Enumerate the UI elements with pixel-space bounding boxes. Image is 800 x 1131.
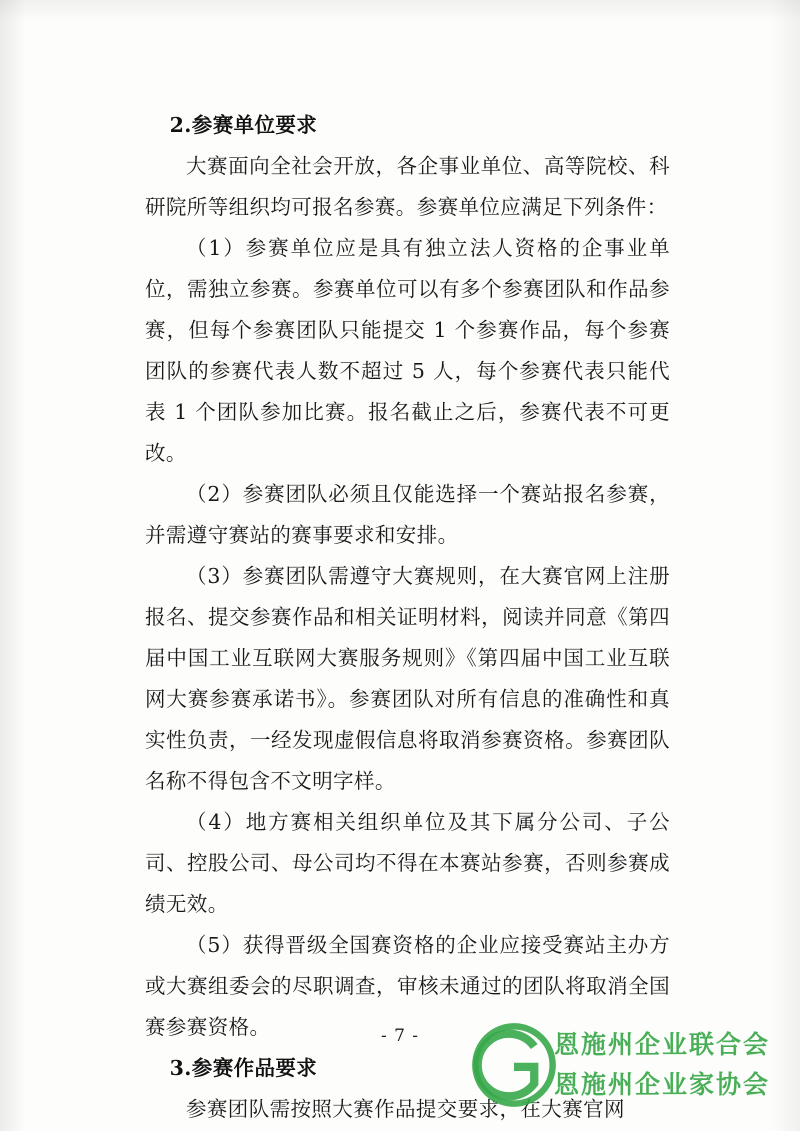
watermark-line-1: 恩施州企业联合会 — [554, 1030, 771, 1059]
watermark-line-2: 恩施州企业家协会 — [554, 1070, 771, 1099]
scan-shadow-left — [0, 0, 26, 1131]
paragraph-item-1: （1）参赛单位应是具有独立法人资格的企事业单位，需独立参赛。参赛单位可以有多个参赛团队和作品参赛，但每个参赛团队只能提交 1 个参赛作品，每个参赛团队的参赛代表人数不超过 5 人，每个参赛代表只能代表 1 个团队参加比赛。报名截止之后，参赛代表不可更改。 — [145, 236, 670, 465]
scan-shadow-top — [0, 0, 800, 22]
paragraph-item-2: （2）参赛团队必须且仅能选择一个赛站报名参赛，并需遵守赛站的赛事要求和安排。 — [145, 482, 670, 547]
document-body — [145, 105, 670, 1130]
section-heading-3: 3.参赛作品要求 — [169, 1056, 318, 1080]
paragraph-item-3: （3）参赛团队需遵守大赛规则，在大赛官网上注册报名、提交参赛作品和相关证明材料，阅读并同意《第四届中国工业互联网大赛服务规则》《第四届中国工业互联网大赛参赛承诺书》。参赛团队对所有信息的准确性和真实性负责，一经发现虚假信息将取消参赛资格。参赛团队名称不得包含不文明字样。 — [145, 564, 670, 793]
paragraph-item-4: （4）地方赛相关组织单位及其下属分公司、子公司、控股公司、母公司均不得在本赛站参赛，否则参赛成绩无效。 — [145, 810, 670, 916]
page-number: - 7 - — [380, 1026, 420, 1046]
section-heading-2: 2.参赛单位要求 — [169, 113, 318, 137]
scan-shadow-right — [770, 0, 800, 1131]
paragraph-intro: 大赛面向全社会开放，各企事业单位、高等院校、科研院所等组织均可报名参赛。参赛单位应满足下列条件： — [145, 154, 670, 219]
paragraph-works-intro: 参赛团队需按照大赛作品提交要求，在大赛官网 — [186, 1097, 625, 1121]
paragraph-item-5: （5）获得晋级全国赛资格的企业应接受赛站主办方或大赛组委会的尽职调查，审核未通过的团队将取消全国赛参赛资格。 — [145, 933, 670, 1039]
